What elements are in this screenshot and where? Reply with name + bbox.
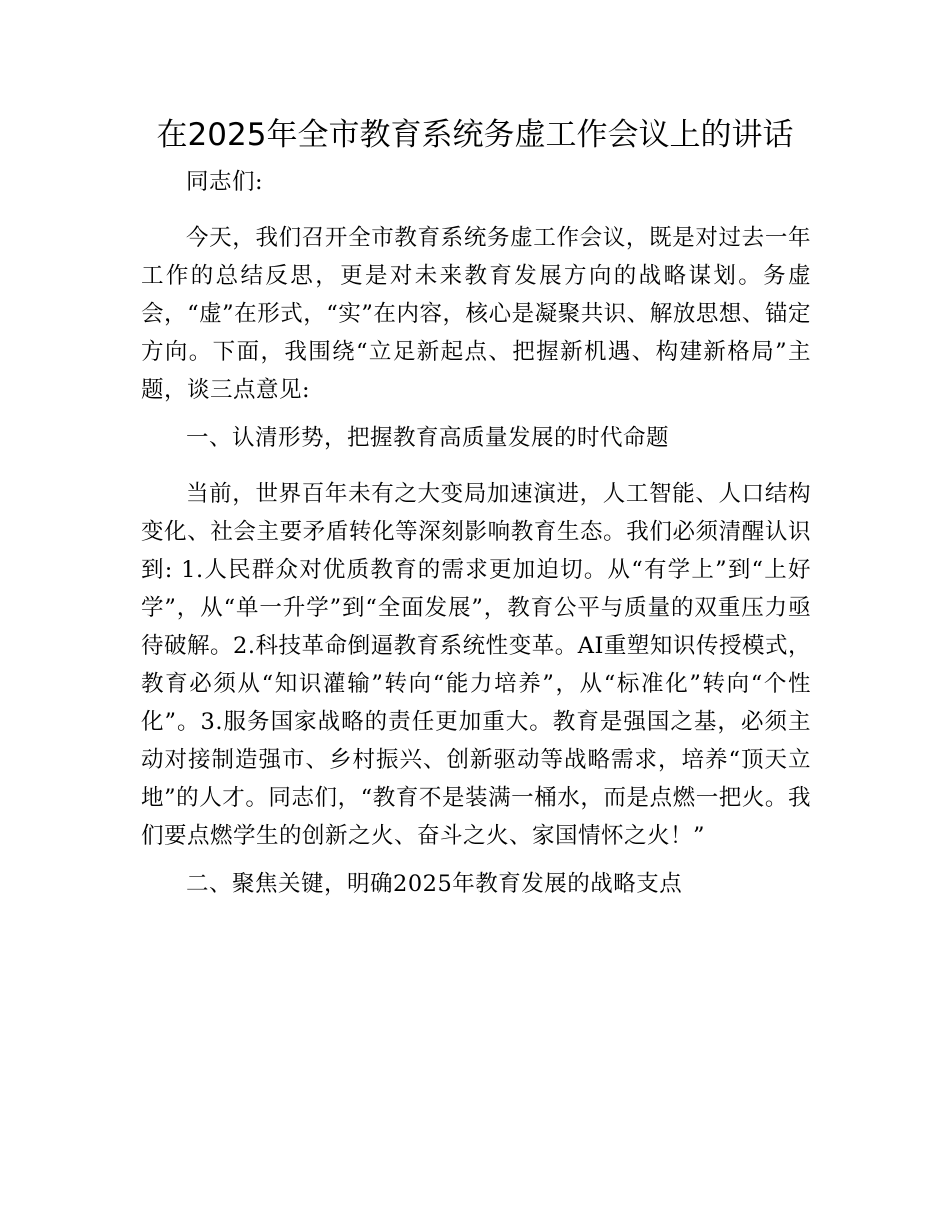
paragraph-intro: 今天，我们召开全市教育系统务虚工作会议，既是对过去一年工作的总结反思，更是对未来教育发展方向的战略谋划。务虚会，“虚”在形式，“实”在内容，核心是凝聚共识、解放思想、锚定方向。下面，我围绕“立足新起点、把握新机遇、构建新格局”主题，谈三点意见:: [141, 225, 811, 403]
document-body: [141, 163, 811, 921]
salutation: 同志们:: [186, 169, 264, 195]
paragraph-section-1: 当前，世界百年未有之大变局加速演进，人工智能、人口结构变化、社会主要矛盾转化等深刻影响教育生态。我们必须清醒认识到: 1.人民群众对优质教育的需求更加迫切。从“有学上”到“上好学”，从“单一升学”到“全面发展”，教育公平与质量的双重压力亟待破解。2.科技革命倒逼教育系统性变革。AI重塑知识传授模式，教育必须从“知识灌输”转向“能力培养”，从“标准化”转向“个性化”。3.服务国家战略的责任更加重大。教育是强国之基，必须主动对接制造强市、乡村振兴、创新驱动等战略需求，培养“顶天立地”的人才。同志们，“教育不是装满一桶水，而是点燃一把火。我们要点燃学生的创新之火、奋斗之火、家国情怀之火！”: [141, 481, 811, 849]
section-heading-1: 一、认清形势，把握教育高质量发展的时代命题: [186, 425, 670, 451]
document-title: 在2025年全市教育系统务虚工作会议上的讲话: [156, 117, 794, 153]
section-heading-2: 二、聚焦关键，明确2025年教育发展的战略支点: [186, 871, 683, 897]
